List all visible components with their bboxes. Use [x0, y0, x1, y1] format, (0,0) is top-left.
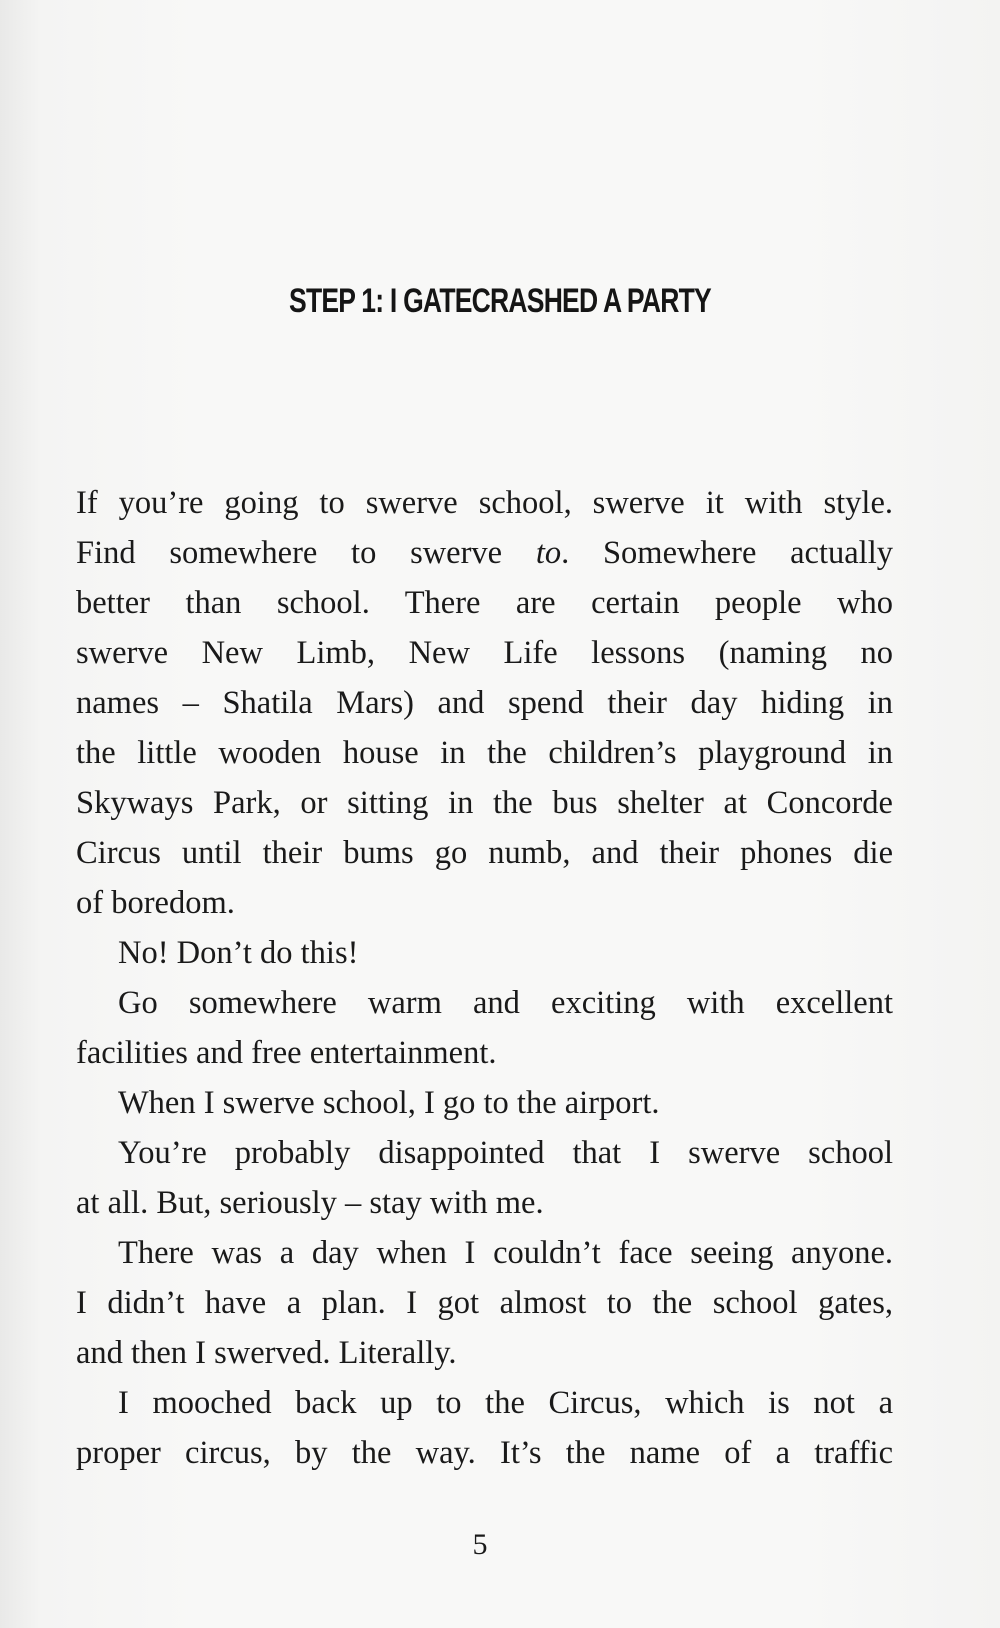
text-line: I didn’t have a plan. I got almost to the school gates, — [76, 1285, 893, 1321]
text-line: the little wooden house in the children’s playground in — [76, 735, 893, 771]
text-line: facilities and free entertainment. — [76, 1035, 497, 1071]
text-line: Skyways Park, or sitting in the bus shelter at Concorde — [76, 785, 893, 821]
text-line: and then I swerved. Literally. — [76, 1335, 457, 1371]
text-line: There was a day when I couldn’t face seeing anyone. — [118, 1235, 893, 1271]
text-line: If you’re going to swerve school, swerve it with style. — [76, 485, 893, 521]
text-line: No! Don’t do this! — [118, 935, 359, 971]
text-line: names – Shatila Mars) and spend their day hiding in — [76, 685, 893, 721]
text-line: proper circus, by the way. It’s the name of a traffic — [76, 1435, 893, 1471]
text-line: swerve New Limb, New Life lessons (naming no — [76, 635, 893, 671]
text-line: Circus until their bums go numb, and their phones die — [76, 835, 893, 871]
text-line: When I swerve school, I go to the airport. — [118, 1085, 660, 1121]
text-span: . Somewhere actually — [561, 535, 893, 571]
body-text — [76, 478, 893, 1478]
text-line: at all. But, seriously – stay with me. — [76, 1185, 544, 1221]
text-line: Go somewhere warm and exciting with excellent — [118, 985, 893, 1021]
text-line: I mooched back up to the Circus, which is not a — [118, 1385, 893, 1421]
italic-word: to — [535, 535, 562, 571]
page-number: 5 — [472, 1528, 488, 1561]
text-line: of boredom. — [76, 885, 235, 921]
text-line: You’re probably disappointed that I swerve school — [118, 1135, 893, 1171]
text-span: Find somewhere to swerve — [76, 535, 536, 571]
chapter-heading: STEP 1: I GATECRASHED A PARTY — [289, 282, 711, 320]
text-line — [76, 528, 893, 578]
text-line: better than school. There are certain people who — [76, 585, 893, 621]
